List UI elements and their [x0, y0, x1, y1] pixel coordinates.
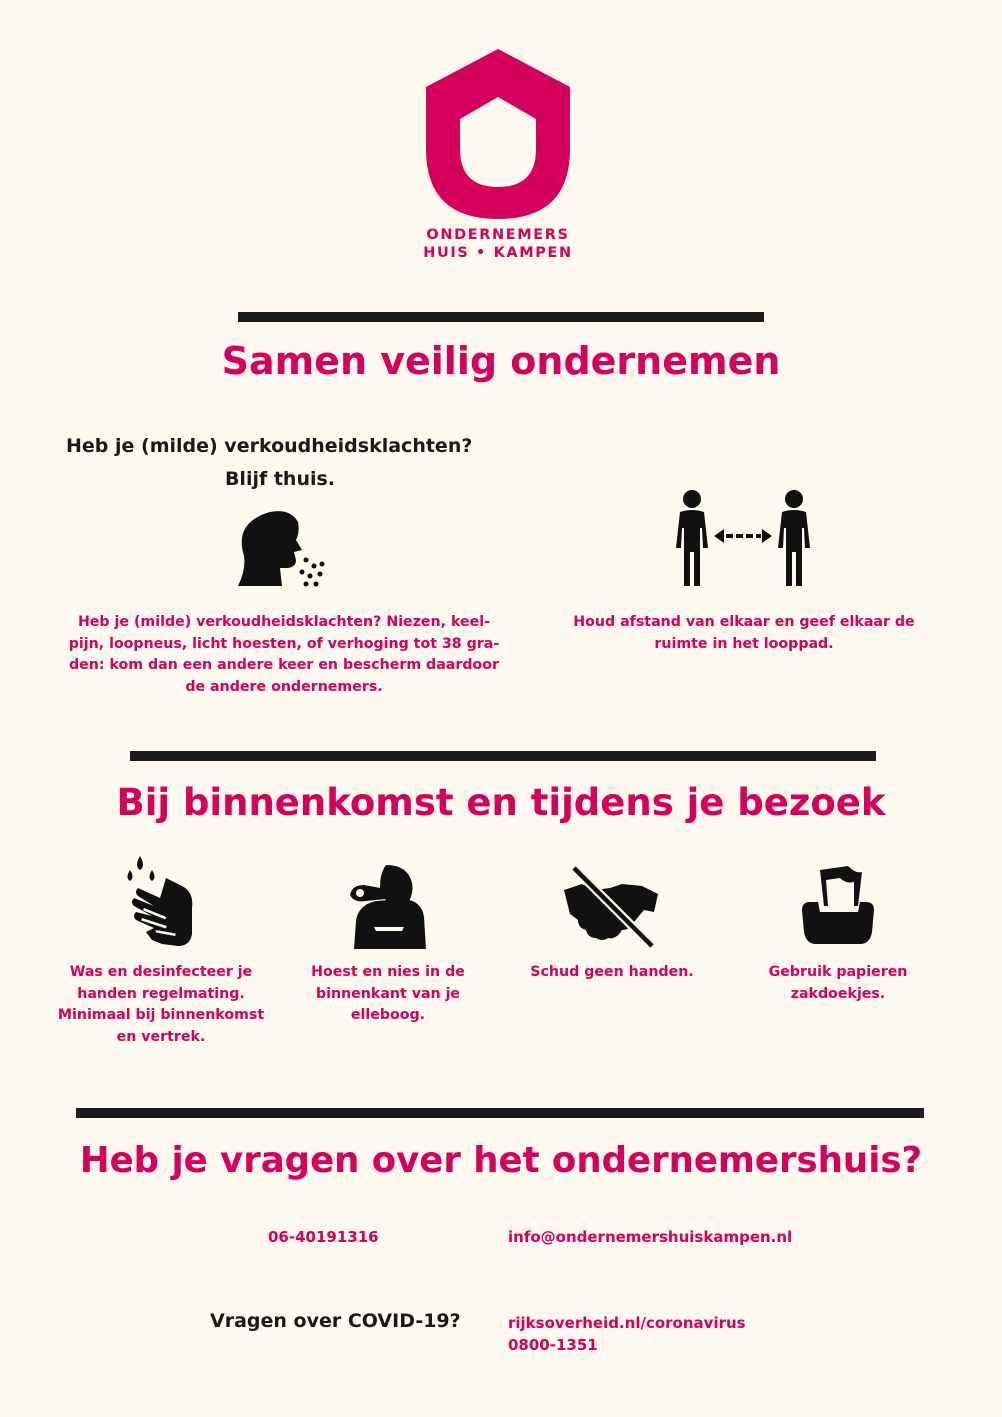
phone-link[interactable]: 06-40191316 [268, 1228, 379, 1246]
brand-line2: HUIS • KAMPEN [423, 245, 573, 261]
covid-label: Vragen over COVID-19? [210, 1310, 461, 1332]
stay-home: Blijf thuis. [224, 468, 336, 490]
sick-question: Heb je (milde) verkoudheidsklachten? [66, 435, 473, 457]
sick-text: Heb je (milde) verkoudheidsklachten? Niezen, keel-pijn, loopneus, licht hoesten, of verhoging tot 38 gra-den: kom dan een andere keer en bescherm daardoor de andere ondernemers. [68, 614, 500, 695]
brand-line1: ONDERNEMERS [426, 227, 570, 243]
cough-elbow-text: Hoest en nies in de binnenkant van je elleboog. [311, 964, 465, 1023]
logo-shield-icon [426, 49, 570, 219]
covid-website-link[interactable]: rijksoverheid.nl/coronavirus [508, 1314, 746, 1332]
section3-title: Heb je vragen over het ondernemershuis? [79, 1140, 923, 1181]
hand-wash-icon [126, 856, 198, 948]
brand-name [400, 226, 596, 262]
cough-elbow-icon [346, 865, 428, 949]
section1-title: Samen veilig ondernemen [221, 339, 781, 383]
tissue-text: Gebruik papieren zakdoekjes. [768, 964, 908, 1002]
hand-wash-text: Was en desinfecteer je handen regelmating. Minimaal bij binnenkomst en vertrek. [57, 964, 265, 1045]
divider-3 [76, 1108, 924, 1118]
tissue-box-icon [800, 866, 876, 946]
sneezing-person-icon [236, 510, 328, 600]
no-handshake-text: Schud geen handen. [530, 964, 694, 980]
no-handshake-icon [564, 864, 660, 948]
section2-title: Bij binnenkomst en tijdens je bezoek [116, 781, 886, 824]
covid-phone-link[interactable]: 0800-1351 [508, 1336, 598, 1354]
divider-1 [238, 312, 764, 322]
email-link[interactable]: info@ondernemershuiskampen.nl [508, 1228, 793, 1246]
divider-2 [130, 751, 876, 761]
distance-text: Houd afstand van elkaar en geef elkaar de ruimte in het looppad. [573, 614, 915, 652]
social-distance-icon [672, 488, 814, 588]
